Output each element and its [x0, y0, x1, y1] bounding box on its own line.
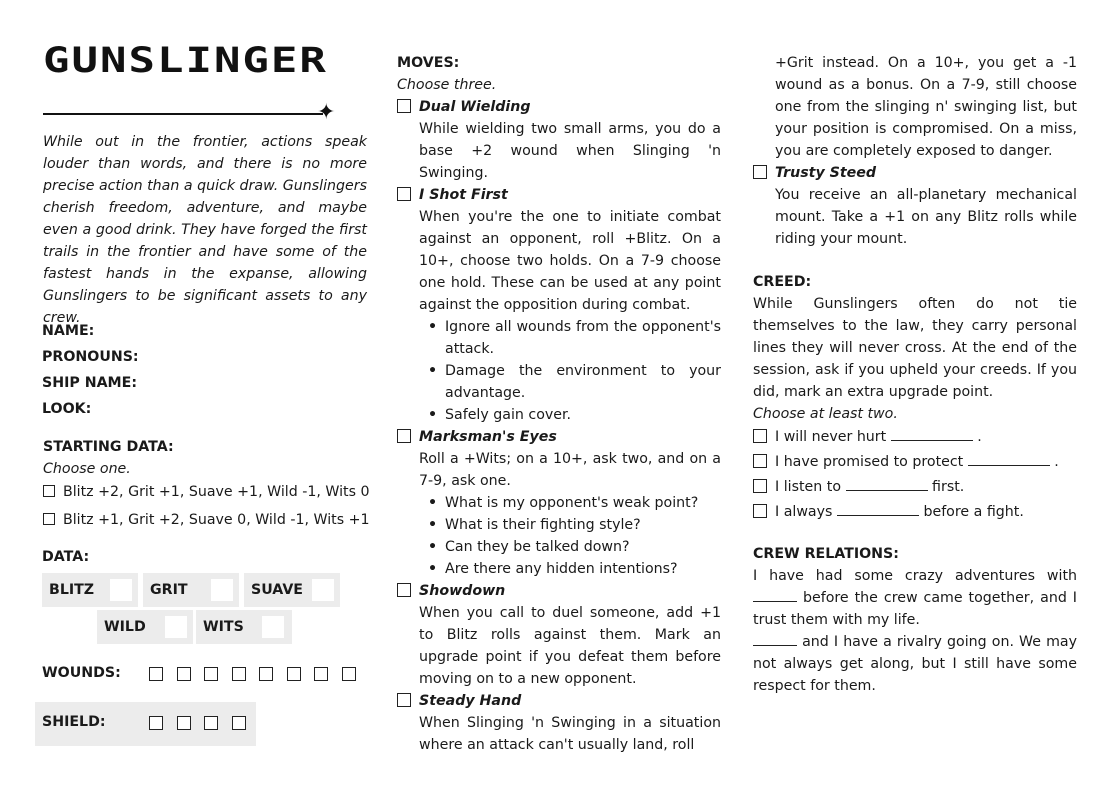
stat-label: SUAVE	[251, 582, 303, 598]
move-title: Trusty Steed	[775, 165, 877, 181]
creed-heading: CREED:	[753, 274, 812, 290]
creed-instruction: Choose at least two.	[753, 406, 898, 422]
blank-line[interactable]	[968, 451, 1050, 466]
stat-label: WILD	[104, 619, 146, 635]
starting-option[interactable]	[43, 509, 370, 531]
pronouns-field-label: PRONOUNS:	[42, 349, 139, 365]
creed-item-suffix: before a fight.	[923, 504, 1024, 520]
creed-item-suffix: .	[1054, 454, 1059, 470]
crew-relations-heading: CREW RELATIONS:	[753, 546, 899, 562]
sparkle-icon: ✦	[317, 100, 336, 125]
stat-value-box[interactable]	[110, 579, 132, 601]
stat-label: GRIT	[150, 582, 188, 598]
crew-relations-text	[753, 565, 1077, 631]
stat-suave	[244, 573, 340, 607]
wounds-label: WOUNDS:	[42, 665, 121, 681]
blank-line[interactable]	[753, 631, 797, 646]
starting-data-instruction: Choose one.	[43, 461, 131, 477]
wound-checkbox[interactable]	[342, 667, 356, 681]
shield-checkbox[interactable]	[204, 716, 218, 730]
creed-item-text: I will never hurt	[775, 429, 887, 445]
data-heading: DATA:	[42, 549, 90, 565]
creed-section	[753, 271, 1077, 525]
creed-item-text: I listen to	[775, 479, 842, 495]
stat-value-box[interactable]	[211, 579, 233, 601]
checkbox[interactable]	[397, 693, 411, 707]
checkbox[interactable]	[43, 513, 55, 525]
list-item: • What is my opponent's weak point?	[445, 492, 721, 514]
move-steady-hand[interactable]	[397, 690, 721, 712]
move-title: Marksman's Eyes	[419, 429, 557, 445]
creed-item[interactable]	[753, 475, 1077, 500]
move-description: While wielding two small arms, you do a base +2 wound when Slinging 'n Swinging.	[419, 121, 721, 181]
move-description-continued: +Grit instead. On a 10+, you get a -1 wound as a bonus. On a 7-9, still choose one from the slinging n' swinging list, but your position is compromised. On a miss, you are completely exposed to danger.	[775, 55, 1077, 159]
blank-line[interactable]	[837, 501, 919, 516]
stat-value-box[interactable]	[262, 616, 284, 638]
wounds-track	[149, 666, 369, 682]
shield-label: SHIELD:	[42, 714, 106, 730]
wound-checkbox[interactable]	[177, 667, 191, 681]
creed-text: While Gunslingers often do not tie themselves to the law, they carry personal lines they will never cross. At the end of the session, ask if you upheld your creeds. If you did, mark an extra upgrade point.	[753, 296, 1077, 400]
move-description: Roll a +Wits; on a 10+, ask two, and on a 7-9, ask one.	[419, 451, 721, 489]
starting-option-label: Blitz +2, Grit +1, Suave +1, Wild -1, Wits 0	[63, 484, 370, 500]
title-divider	[43, 113, 323, 115]
list-item: • Damage the environment to your advantage.	[445, 360, 721, 404]
move-trusty-steed[interactable]	[753, 162, 1077, 184]
checkbox[interactable]	[43, 485, 55, 497]
move-i-shot-first[interactable]	[397, 184, 721, 206]
move-title: I Shot First	[419, 187, 508, 203]
shield-checkbox[interactable]	[149, 716, 163, 730]
page-title: GUNSLINGER	[43, 40, 328, 81]
move-title: Steady Hand	[419, 693, 522, 709]
checkbox[interactable]	[397, 583, 411, 597]
move-description: You receive an all-planetary mechanical mount. Take a +1 on any Blitz rolls while riding your mount.	[775, 187, 1077, 247]
crew-relations-text	[753, 631, 1077, 697]
stat-wits	[196, 610, 292, 644]
stat-label: BLITZ	[49, 582, 95, 598]
wound-checkbox[interactable]	[259, 667, 273, 681]
stat-label: WITS	[203, 619, 244, 635]
checkbox[interactable]	[397, 187, 411, 201]
list-item: • Can they be talked down?	[445, 536, 721, 558]
stat-value-box[interactable]	[312, 579, 334, 601]
checkbox[interactable]	[753, 429, 767, 443]
checkbox[interactable]	[753, 479, 767, 493]
list-item: • Safely gain cover.	[445, 404, 721, 426]
move-options-list	[397, 492, 721, 580]
creed-item-suffix: .	[977, 429, 982, 445]
intro-text: While out in the frontier, actions speak louder than words, and there is no more precise action than a quick draw. Gunslingers cherish freedom, adventure, and maybe even a good drink. They have forged the first trails in the frontier and have some of the fastest hands in the expanse, allowing Gunslingers to be significant assets to any crew.	[43, 134, 367, 326]
stat-grit	[143, 573, 239, 607]
crew-text: I have had some crazy adventures with	[753, 568, 1077, 584]
ship-name-field-label: SHIP NAME:	[42, 375, 138, 391]
shield-checkbox[interactable]	[177, 716, 191, 730]
look-field-label: LOOK:	[42, 401, 92, 417]
checkbox[interactable]	[753, 454, 767, 468]
move-dual-wielding[interactable]	[397, 96, 721, 118]
stat-value-box[interactable]	[165, 616, 187, 638]
move-showdown[interactable]	[397, 580, 721, 602]
creed-item[interactable]	[753, 425, 1077, 450]
checkbox[interactable]	[753, 165, 767, 179]
list-item: • What is their fighting style?	[445, 514, 721, 536]
moves-continued	[753, 52, 1077, 250]
starting-option-label: Blitz +1, Grit +2, Suave 0, Wild -1, Wits +1	[63, 512, 370, 528]
blank-line[interactable]	[891, 426, 973, 441]
starting-data-heading: STARTING DATA:	[43, 439, 174, 455]
move-marksmans-eyes[interactable]	[397, 426, 721, 448]
move-description: When you call to duel someone, add +1 to Blitz rolls against them. Mark an upgrade point if you defeat them before moving on to a new opponent.	[419, 605, 721, 687]
move-description: When Slinging 'n Swinging in a situation where an attack can't usually land, roll	[419, 715, 721, 753]
blank-line[interactable]	[753, 587, 797, 602]
wound-checkbox[interactable]	[287, 667, 301, 681]
move-options-list	[397, 316, 721, 426]
blank-line[interactable]	[846, 476, 928, 491]
checkbox[interactable]	[753, 504, 767, 518]
move-title: Showdown	[419, 583, 506, 599]
creed-item[interactable]	[753, 450, 1077, 475]
list-item: • Are there any hidden intentions?	[445, 558, 721, 580]
move-description: When you're the one to initiate combat against an opponent, roll +Blitz. On a 10+, choose two holds. On a 7-9 choose one hold. These can be used at any point against the opposition during combat.	[419, 209, 721, 313]
shield-checkbox[interactable]	[232, 716, 246, 730]
move-title: Dual Wielding	[419, 99, 531, 115]
wound-checkbox[interactable]	[149, 667, 163, 681]
creed-item-text: I have promised to protect	[775, 454, 964, 470]
crew-relations-section	[753, 543, 1077, 697]
starting-option[interactable]	[43, 481, 370, 503]
stat-wild	[97, 610, 193, 644]
crew-text: before the crew came together, and I trust them with my life.	[753, 590, 1077, 628]
moves-heading: MOVES:	[397, 55, 460, 71]
checkbox[interactable]	[397, 99, 411, 113]
wound-checkbox[interactable]	[314, 667, 328, 681]
moves-instruction: Choose three.	[397, 77, 497, 93]
stat-blitz	[42, 573, 138, 607]
creed-item-text: I always	[775, 504, 833, 520]
shield-track	[149, 715, 259, 731]
wound-checkbox[interactable]	[232, 667, 246, 681]
crew-text: and I have a rivalry going on. We may not always get along, but I still have some respect for them.	[753, 634, 1077, 694]
creed-item[interactable]	[753, 500, 1077, 525]
creed-item-suffix: first.	[932, 479, 965, 495]
name-field-label: NAME:	[42, 323, 95, 339]
moves-section	[397, 52, 721, 756]
list-item: • Ignore all wounds from the opponent's attack.	[445, 316, 721, 360]
wound-checkbox[interactable]	[204, 667, 218, 681]
checkbox[interactable]	[397, 429, 411, 443]
